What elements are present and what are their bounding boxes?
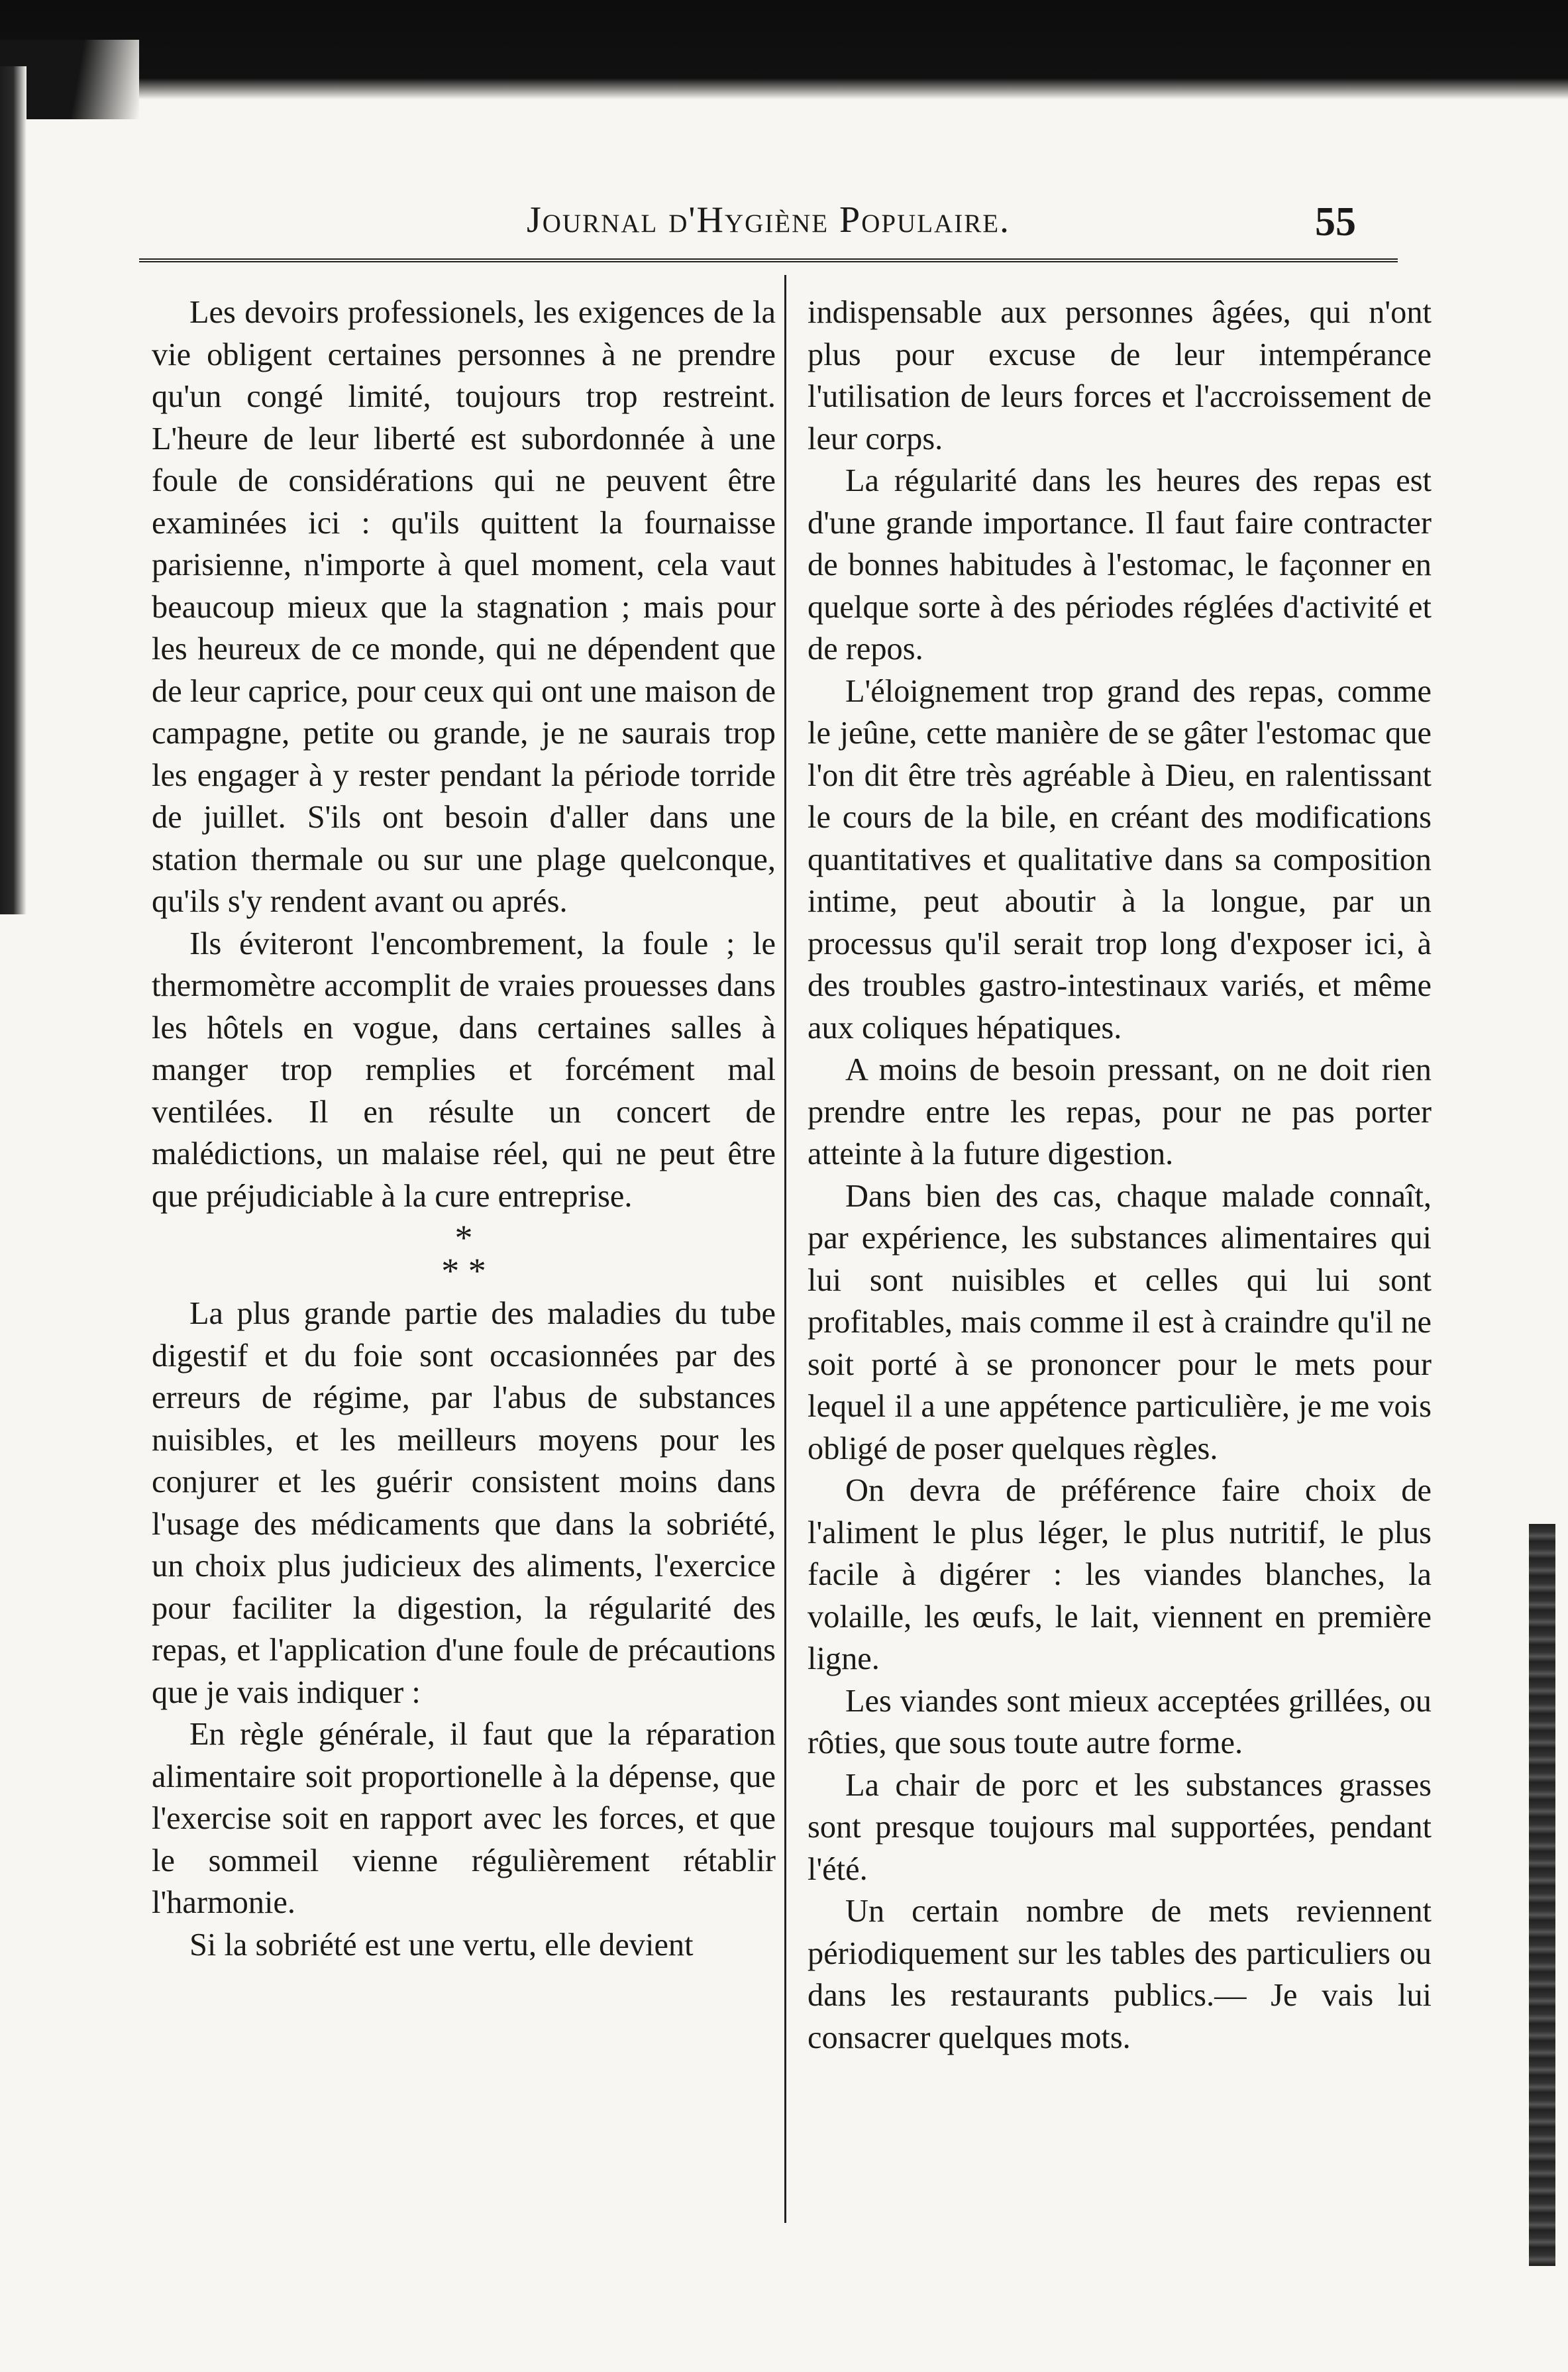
right-column: [808, 292, 1432, 2059]
column-divider: [784, 275, 786, 2223]
paragraph: A moins de besoin pressant, on ne doit rien prendre entre les repas, pour ne pas porter atteinte à la future digestion.: [808, 1052, 1432, 1171]
asterism: [152, 1217, 776, 1293]
page-number: 55: [1315, 199, 1356, 244]
header-rule: [139, 258, 1398, 262]
scan-right-edge: [1529, 1524, 1555, 2266]
asterism-bottom: * *: [441, 1251, 486, 1291]
paragraph: La régularité dans les heures des repas est d'une grande importance. Il faut faire contracter de bonnes habitudes à l'estomac, le façonner en quelque sorte à des périodes réglées d'activité et de repos.: [808, 463, 1432, 667]
paragraph: L'éloignement trop grand des repas, comme le jeûne, cette manière de se gâter l'estomac que l'on dit être très agréable à Dieu, en ralentissant le cours de la bile, en créant des modifications quantitatives et qualitative dans sa composition intime, peut aboutir à la longue, par un processus qu'il serait trop long d'exposer ici, à des troubles gastro-intestinaux variés, et même aux coliques hépatiques.: [808, 673, 1432, 1046]
paragraph: La plus grande partie des maladies du tube digestif et du foie sont occasionnées par des erreurs de régime, par l'abus de substances nuisibles, et les meilleurs moyens pour les conjurer et les guérir consistent moins dans l'usage des médicaments que dans la sobriété, un choix plus judicieux des aliments, l'exercice pour faciliter la digestion, la régularité des repas, et l'application d'une foule de précautions que je vais indiquer :: [152, 1296, 776, 1710]
scan-left-edge: [0, 66, 26, 914]
scan-top-edge: [0, 0, 1568, 99]
paragraph: La chair de porc et les substances grasses sont presque toujours mal supportées, pendant l'été.: [808, 1767, 1432, 1887]
left-column: [152, 292, 776, 1966]
paragraph: Ils éviteront l'encombrement, la foule ; le thermomètre accomplit de vraies prouesses dans les hôtels en vogue, dans certaines salles à manger trop remplies et forcément mal ventilées. Il en résulte un concert de malédictions, un malaise réel, qui ne peut être que préjudiciable à la cure entreprise.: [152, 926, 776, 1214]
paragraph: Un certain nombre de mets reviennent périodiquement sur les tables des particuliers ou dans les restaurants publics.— Je vais lui consacrer quelques mots.: [808, 1894, 1432, 2055]
paragraph: Les viandes sont mieux acceptées grillées, ou rôties, que sous toute autre forme.: [808, 1683, 1432, 1760]
paragraph: Les devoirs professionels, les exigences de la vie obligent certaines personnes à ne prendre qu'un congé limité, toujours trop restreint. L'heure de leur liberté est subordonnée à une foule de considérations qui ne peuvent être examinées ici : qu'ils quittent la fournaisse parisienne, n'importe à quel moment, cela vaut beaucoup mieux que la stagnation ; mais pour les heureux de ce monde, qui ne dépendent que de leur caprice, pour ceux qui ont une maison de campagne, petite ou grande, je ne saurais trop les engager à y rester pendant la période torride de juillet. S'ils ont besoin d'aller dans une station thermale ou sur une plage quelconque, qu'ils s'y rendent avant ou aprés.: [152, 295, 776, 919]
paragraph: En règle générale, il faut que la réparation alimentaire soit proportionelle à la dépense, que l'exercise soit en rapport avec les forces, et que le sommeil vienne régulièrement rétablir l'harmonie.: [152, 1717, 776, 1920]
paragraph: Si la sobriété est une vertu, elle devient: [189, 1927, 694, 1963]
asterism-top: *: [454, 1218, 473, 1258]
running-title: Journal d'Hygiène Populaire.: [526, 199, 1011, 241]
paragraph: On devra de préférence faire choix de l'aliment le plus léger, le plus nutritif, le plus facile à digérer : les viandes blanches, la volaille, les œufs, le lait, viennent en première ligne.: [808, 1473, 1432, 1676]
paragraph-continuation: indispensable aux personnes âgées, qui n'ont plus pour excuse de leur intempérance l'utilisation de leurs forces et l'accroissement de leur corps.: [808, 295, 1432, 457]
paragraph: Dans bien des cas, chaque malade connaît, par expérience, les substances alimentaires qui lui sont nuisibles et celles qui lui sont profitables, mais comme il est à craindre qu'il ne soit porté à se prononcer pour le mets pour lequel il a une appétence particulière, je me vois obligé de poser quelques règles.: [808, 1178, 1432, 1466]
